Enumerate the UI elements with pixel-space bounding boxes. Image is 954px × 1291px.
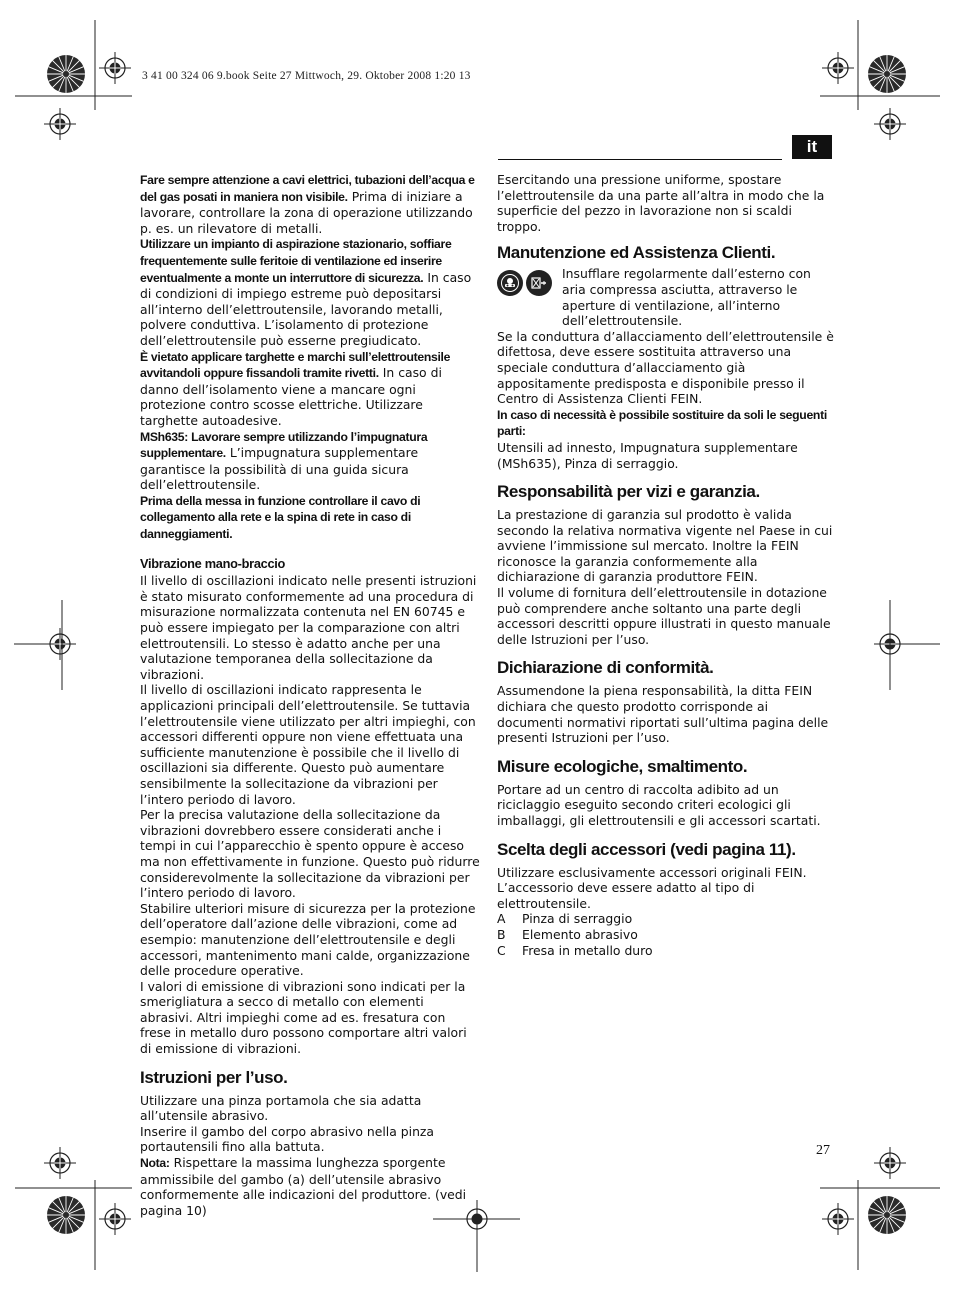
safety-paragraph-labels [140, 349, 480, 429]
instructions-paragraph-1: Utilizzare una pinza portamola che sia adatta all’utensile abrasivo. [140, 1092, 422, 1124]
maintenance-parts: Utensili ad innesto, Impugnatura supplementare (MSh635), Pinza di serraggio. [497, 439, 798, 471]
maintenance-icon-row [497, 268, 835, 328]
safety-paragraph-hidden-cables [140, 172, 480, 236]
bold-text: MSh635: Lavorare sempre utilizzando l’impugnatura supplementare. [140, 429, 428, 461]
vibration-paragraph-2: Il livello di oscillazioni indicato rappresenta le applicazioni principali dell’elettroutensile. Se tuttavia l’elettroutensile viene utilizzato per altri impieghi, con accessori differenti oppure non viene effettuata una sufficiente manutenzione è possibile che il livello di oscillazioni sia differente. Questo può aumentare sensibilmente la sollecitazione da vibrazioni per l’intero periodo di lavoro. [140, 682, 476, 807]
body-text: In caso di danno dell’isolamento viene a mancare ogni protezione contro scosse elettriche. Utilizzare targhette autoadesive. [140, 365, 442, 428]
accessories-paragraph-1: Utilizzare esclusivamente accessori originali FEIN. [497, 864, 807, 880]
accessory-key: B [497, 926, 506, 942]
environment-heading: Misure ecologiche, smaltimento. [497, 756, 748, 776]
bold-text: In caso di necessità è possibile sostituire da soli le seguenti parti: [497, 407, 827, 439]
accessory-list-item [497, 927, 835, 943]
safety-paragraph-cable-check [140, 493, 480, 543]
accessory-label: Pinza di serraggio [522, 911, 633, 927]
body-text: Prima di iniziare a lavorare, controllare la zona di operazione utilizzando p. es. un rilevatore di metalli. [140, 188, 473, 236]
vibration-paragraph-4: Stabilire ulteriori misure di sicurezza per la protezione dell’operatore dall’azione delle vibrazioni, come ad esempio: manutenzione dell’elettroutensile e degli accessori, mantenimento mani calde, organizzazione delle procedure operative. [140, 900, 476, 979]
page-number: 27 [816, 1143, 830, 1158]
maintenance-paragraph-2: Se la conduttura d’allacciamento dell’elettroutensile è difettosa, deve essere sostituita attraverso una speciale conduttura d’allacciamento già appositamente predisposta e disponibile presso il Centro di Assistenza Clienti FEIN. [497, 328, 834, 407]
accessory-key: C [497, 942, 506, 958]
accessory-list-item [497, 911, 835, 927]
vibration-heading: Vibrazione mano-braccio [140, 555, 286, 571]
bold-text: Utilizzare un impianto di aspirazione stazionario, soffiare frequentemente sulle feritoie di ventilazione ed inserire eventualmente a monte un interruttore di sicurezza. [140, 237, 452, 285]
warranty-paragraph-1: La prestazione di garanzia sul prodotto è valida secondo la relativa normativa vigente nel Paese in cui avviene l’immissione sul mercato. Inoltre la FEIN riconosce la garanzia conformemente alla dichiarazione di garanzia produttore FEIN. [497, 507, 833, 585]
maintenance-icons [497, 270, 552, 328]
conformity-paragraph: Assumendone la piena responsabilità, la ditta FEIN dichiara che questo prodotto corrisponde ai documenti normativi riportati sull’ultima pagina delle presenti Istruzioni per l’uso. [497, 683, 829, 746]
note-paragraph [140, 1155, 480, 1218]
vibration-paragraph-5: I valori di emissione di vibrazioni sono indicati per la smerigliatura a secco di metallo con elementi abrasivi. Altri impieghi come ad es. fresatura con frese in metallo duro possono comportare altri valori di emissione di vibrazioni. [140, 978, 467, 1057]
body-text: In caso di condizioni di impiego estreme può depositarsi all’interno dell’elettroutensile, lavorando metalli, polvere conduttiva. L’isolamento di protezione dell’elettroutensile può esserne pregiudicato. [140, 269, 472, 348]
warranty-paragraph-2: Il volume di fornitura dell’elettroutensile in dotazione può comprendere anche soltanto una parte degli accessori descritti oppure illustrati in questo manuale delle Istruzioni per l’uso. [497, 585, 831, 647]
accessory-label: Fresa in metallo duro [522, 942, 653, 958]
warranty-heading: Responsabilità per vizi e garanzia. [497, 482, 760, 502]
right-column [497, 172, 835, 958]
safety-paragraph-extraction [140, 236, 480, 348]
environment-paragraph: Portare ad un centro di raccolta adibito ad un riciclaggio eseguito secondo criteri ecologici gli imballaggi, gli elettroutensili e gli accessori scartati. [497, 781, 821, 828]
safety-goggles-icon [497, 270, 523, 296]
header-rule [498, 159, 782, 160]
note-text: Rispettare la massima lunghezza sporgente ammissibile del gambo (a) dell’utensile abrasivo conformemente alle indicazioni del produttore. (vedi pagina 10) [140, 1155, 467, 1218]
bold-text: È vietato applicare targhette e marchi sull’elettroutensile avvitandoli oppure fissandoli tramite rivetti. [140, 349, 451, 381]
intro-paragraph: Esercitando una pressione uniforme, spostare l’elettroutensile da una parte all’altra in modo che la superficie del pezzo in lavorazione non si scaldi troppo. [497, 172, 825, 234]
vibration-paragraph-1: Il livello di oscillazioni indicato nelle presenti istruzioni è stato misurato conformemente ad una procedura di misurazione normalizzata contenuta nel EN 60745 e può essere impiegato per la comparazione con altri elettroutensili. Lo stesso è adatto anche per una valutazione temporanea della sollecitazione da vibrazioni. [140, 573, 477, 682]
body-text: L’impugnatura supplementare garantisce la possibilità di una guida sicura dell’elettroutensile. [140, 445, 419, 493]
conformity-heading: Dichiarazione di conformità. [497, 658, 714, 678]
accessory-label: Elemento abrasivo [522, 926, 638, 942]
left-column [140, 172, 480, 1218]
bold-text: Prima della messa in funzione controllare il cavo di collegamento alla rete e la spina di rete in caso di danneggiamenti. [140, 493, 421, 542]
safety-paragraph-handle [140, 429, 480, 493]
maintenance-bold-paragraph [497, 407, 835, 440]
accessory-key: A [497, 911, 506, 927]
accessory-list-item [497, 943, 835, 959]
maintenance-heading: Manutenzione ed Assistenza Clienti. [497, 243, 776, 263]
accessories-paragraph-2: L’accessorio deve essere adatto al tipo di elettroutensile. [497, 880, 755, 911]
vibration-paragraph-3: Per la precisa valutazione della sollecitazione da vibrazioni dovrebbero essere considerati anche i tempi in cui l’apparecchio è spento oppure è acceso ma non effettivamente in funzione. Questo può ridurre considerevolmente la sollecitazione da vibrazioni per l’intero periodo di lavoro. [140, 807, 480, 901]
unplug-before-service-icon [526, 270, 552, 296]
maintenance-icon-paragraph: Insufflare regolarmente dall’esterno con aria compressa asciutta, attraverso le aperture di ventilazione, all’interno dell’elettroutensile. [562, 266, 811, 329]
instructions-paragraph-2: Inserire il gambo del corpo abrasivo nella pinza portautensili fino alla battuta. [140, 1123, 435, 1155]
note-label: Nota: [140, 1156, 170, 1171]
language-badge: it [792, 135, 832, 159]
accessories-heading: Scelta degli accessori (vedi pagina 11). [497, 839, 796, 859]
bold-text: Fare sempre attenzione a cavi elettrici, tubazioni dell’acqua e del gas posati in maniera non visibile. [140, 173, 475, 204]
print-header: 3 41 00 324 06 9.book Seite 27 Mittwoch, 29. Oktober 2008 1:20 13 [142, 70, 471, 82]
instructions-heading: Istruzioni per l’uso. [140, 1067, 288, 1087]
